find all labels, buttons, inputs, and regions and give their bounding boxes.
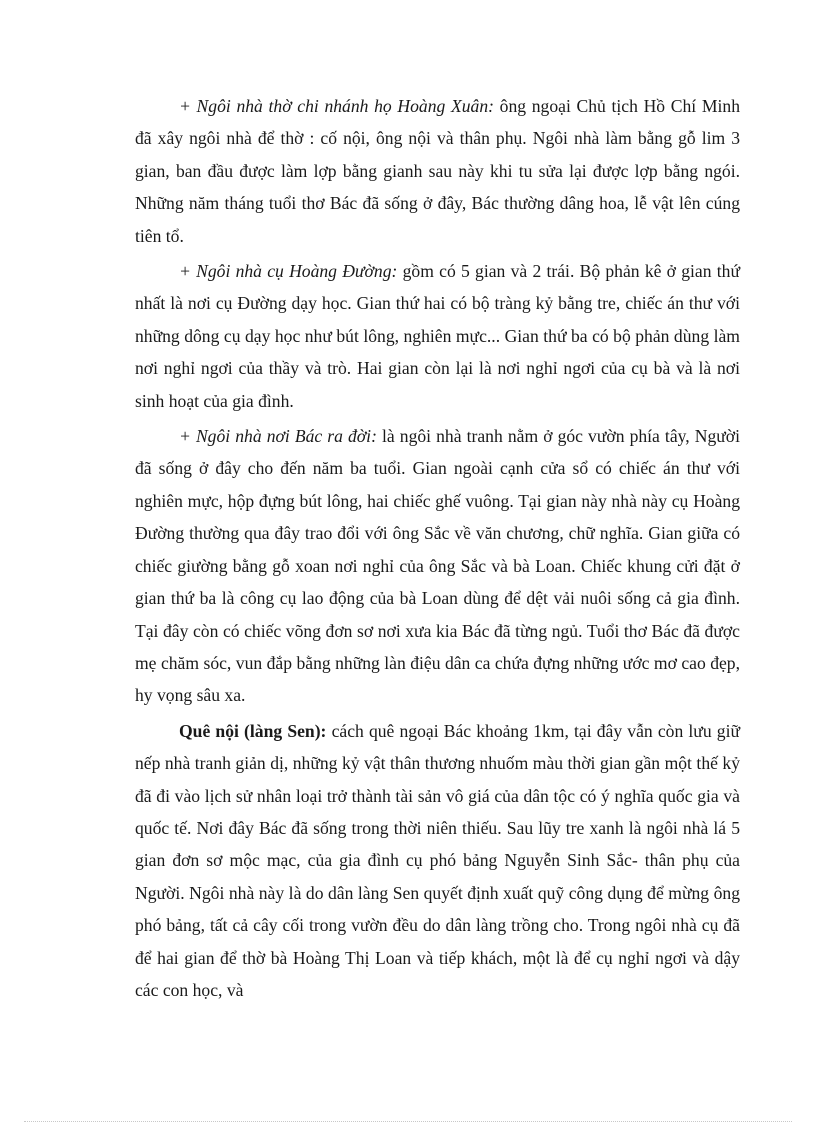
document-body	[135, 90, 740, 1009]
paragraph-text: là ngôi nhà tranh nằm ở góc vườn phía tây, Người đã sống ở đây cho đến năm ba tuổi. Gian ngoài cạnh cửa sổ có chiếc án thư với nghiên mực, hộp đựng bút lông, hai chiếc ghế vuông. Tại gian này nhà này cụ Hoàng Đường thường qua đây trao đổi với ông Sắc về văn chương, chữ nghĩa. Gian giữa có chiếc giường bằng gỗ xoan nơi nghỉ của ông Sắc và bà Loan. Chiếc khung cửi đặt ở gian thứ ba là công cụ lao động của bà Loan dùng để dệt vải nuôi sống cả gia đình. Tại đây còn có chiếc võng đơn sơ nơi xưa kia Bác đã từng ngủ. Tuổi thơ Bác đã được mẹ chăm sóc, vun đắp bằng những làn điệu dân ca chứa đựng những ước mơ cao đẹp, hy vọng sâu xa.	[135, 426, 740, 706]
paragraph-lead: + Ngôi nhà nơi Bác ra đời:	[179, 426, 377, 447]
paragraph-hoang-duong-house	[135, 255, 740, 417]
paragraph-lead: + Ngôi nhà thờ chi nhánh họ Hoàng Xuân:	[179, 96, 494, 116]
paragraph-text: cách quê ngoại Bác khoảng 1km, tại đây vẫn còn lưu giữ nếp nhà tranh giản dị, những kỷ vật thân thương nhuốm màu thời gian gần một thế kỷ đã đi vào lịch sử nhân loại trở thành tài sản vô giá của dân tộc có ý nghĩa quốc gia và quốc tế. Nơi đây Bác đã sống trong thời niên thiếu. Sau lũy tre xanh là ngôi nhà lá 5 gian đơn sơ mộc mạc, của gia đình cụ phó bảng Nguyễn Sinh Sắc- thân phụ của Người. Ngôi nhà này là do dân làng Sen quyết định xuất quỹ công dụng để mừng ông phó bảng, tất cả cây cối trong vườn đều do dân làng trồng cho. Trong ngôi nhà cụ đã để hai gian để thờ bà Hoàng Thị Loan và tiếp khách, một là để cụ nghỉ ngơi và dậy các con học, và	[135, 720, 740, 1000]
paragraph-text: gồm có 5 gian và 2 trái. Bộ phản kê ở gian thứ nhất là nơi cụ Đường dạy học. Gian thứ hai có bộ tràng kỷ bằng tre, chiếc án thư với những dông cụ dạy học như bút lông, nghiên mực... Gian thứ ba có bộ phản dùng làm nơi nghỉ ngơi của thầy và trò. Hai gian còn lại là nơi nghỉ ngơi của cụ bà và là nơi sinh hoạt của gia đình.	[135, 261, 740, 411]
page-bottom-divider	[24, 1121, 792, 1122]
paragraph-lang-sen	[135, 715, 740, 1007]
paragraph-hoang-xuan-chapel	[135, 90, 740, 252]
paragraph-lead: + Ngôi nhà cụ Hoàng Đường:	[179, 261, 398, 282]
paragraph-birth-house	[135, 420, 740, 712]
paragraph-text: ông ngoại Chủ tịch Hồ Chí Minh đã xây ngôi nhà để thờ : cố nội, ông nội và thân phụ. Ngôi nhà làm bằng gỗ lim 3 gian, ban đầu được làm lợp bằng gianh sau này khi tu sửa lại được lợp bằng ngói. Những năm tháng tuổi thơ Bác đã sống ở đây, Bác thường dâng hoa, lễ vật lên cúng tiên tổ.	[135, 96, 740, 246]
paragraph-lead: Quê nội (làng Sen):	[179, 720, 327, 741]
